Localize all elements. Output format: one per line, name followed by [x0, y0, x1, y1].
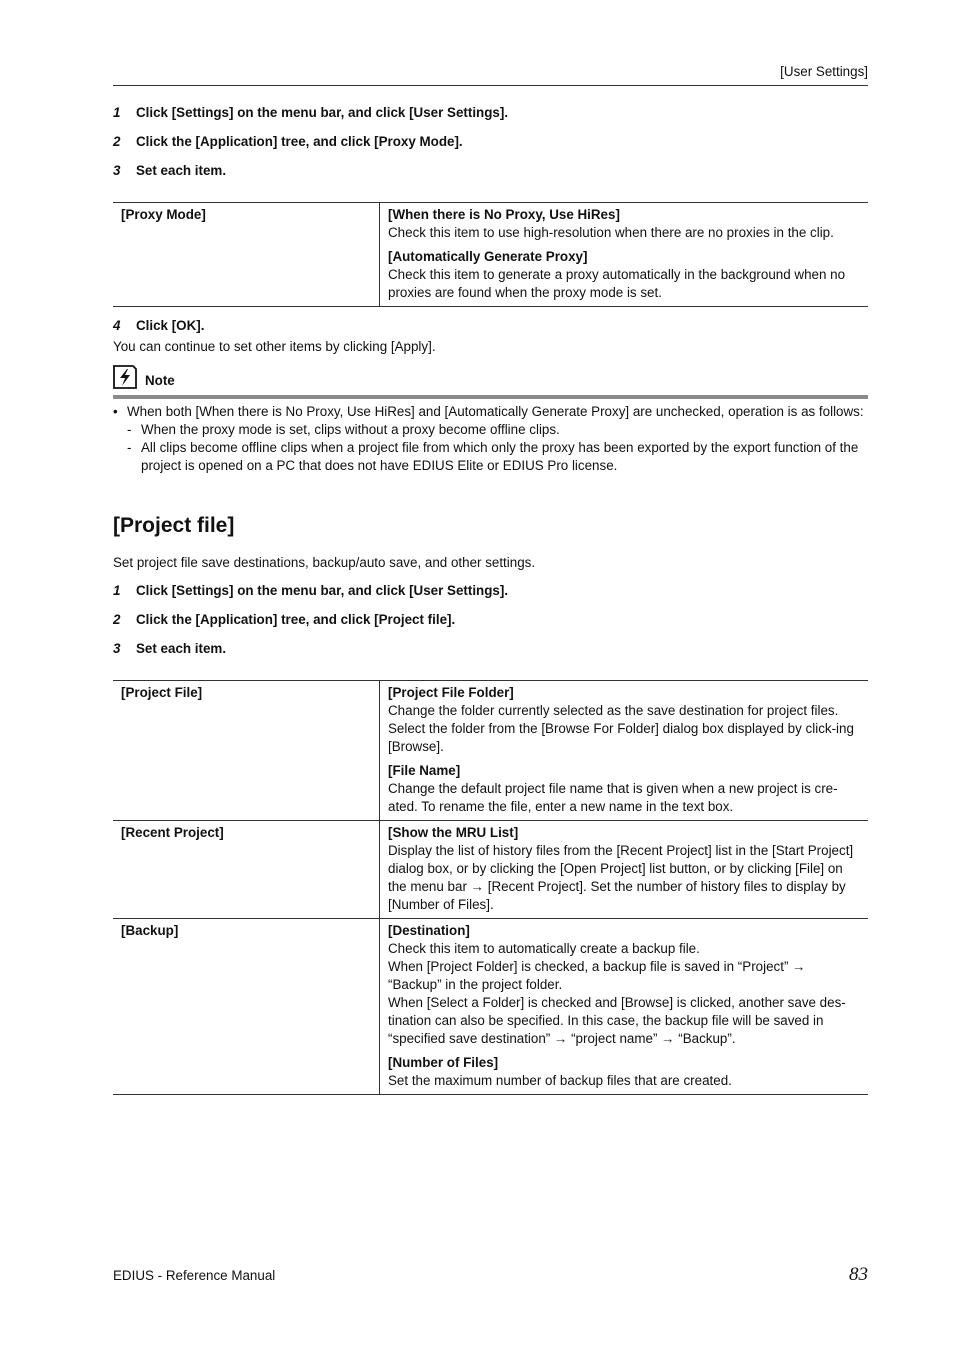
footer-manual-title: EDIUS - Reference Manual	[113, 1268, 276, 1283]
section-intro: Set project file save destinations, backup/auto save, and other settings.	[113, 555, 536, 570]
row-label: [Recent Project]	[113, 821, 380, 919]
item-description: Display the list of history files from the [Recent Project] list in the [Start Project] dialog box, or by clicking the [Open Project] list button, or by clicking [File] on the menu bar → [Recent Project]. Set the number of history files to display by [Number of Files].	[388, 843, 854, 912]
proxy-step-1	[113, 104, 508, 122]
row-content	[380, 919, 869, 1095]
row-content	[380, 821, 869, 919]
note-rule	[113, 395, 868, 399]
item-description: Check this item to generate a proxy automatically in the background when no proxies are found when the proxy mode is set.	[388, 267, 846, 300]
project-file-table	[113, 680, 868, 1095]
proxy-step-4	[113, 317, 204, 335]
note-bullet	[113, 403, 868, 421]
step-number: 2	[113, 612, 121, 627]
note-dash-item	[113, 421, 868, 439]
proxy-mode-table	[113, 202, 868, 307]
item-description: Set the maximum number of backup files that are created.	[388, 1073, 732, 1088]
item-description: Change the default project file name that is given when a new project is cre-ated. To rename the file, enter a new name in the text box.	[388, 781, 838, 814]
proxy-step-3	[113, 162, 226, 180]
step-text: Click [Settings] on the menu bar, and click [User Settings].	[136, 583, 509, 598]
step-number: 1	[113, 105, 121, 120]
note-label: Note	[145, 373, 175, 388]
item-title: [Show the MRU List]	[388, 825, 519, 840]
step-text: Set each item.	[136, 163, 227, 178]
item-title: [File Name]	[388, 763, 461, 778]
step-text: Click [Settings] on the menu bar, and click [User Settings].	[136, 105, 509, 120]
note-body	[113, 403, 868, 475]
step-number: 3	[113, 163, 121, 178]
item-description: Check this item to use high-resolution when there are no proxies in the clip.	[388, 225, 834, 240]
page-number: 83	[849, 1264, 868, 1285]
section-heading: [Project file]	[113, 514, 235, 537]
item-title: [Project File Folder]	[388, 685, 514, 700]
step-text: Set each item.	[136, 641, 227, 656]
step-number: 1	[113, 583, 121, 598]
note-header	[113, 365, 868, 399]
row-label: [Backup]	[113, 919, 380, 1095]
step-text: Click the [Application] tree, and click [Proxy Mode].	[136, 134, 463, 149]
row-content	[380, 681, 869, 821]
item-title: [Number of Files]	[388, 1055, 499, 1070]
project-step-2	[113, 611, 455, 629]
dash-text: When the proxy mode is set, clips without a proxy become offline clips.	[141, 422, 560, 437]
apply-paragraph: You can continue to set other items by clicking [Apply].	[113, 339, 436, 354]
item-description: Change the folder currently selected as the save destination for project files. Select the folder from the [Browse For Folder] dialog box displayed by click-ing [Browse].	[388, 703, 854, 754]
row-content	[380, 203, 869, 307]
item-description: Check this item to automatically create a backup file. When [Project Folder] is checked, a backup file is saved in “Project” → “Backup” in the project folder. When [Select a Folder] is checked and [Browse] is clicked, another save des-tination can also be specified. In this case, the backup file will be saved in “specified save destination” → “project name” → “Backup”.	[388, 941, 846, 1046]
note-icon	[113, 365, 137, 389]
row-label: [Proxy Mode]	[113, 203, 380, 307]
project-step-1	[113, 582, 508, 600]
step-number: 3	[113, 641, 121, 656]
dash-mark: -	[127, 422, 132, 437]
dash-mark: -	[127, 440, 132, 455]
row-label: [Project File]	[113, 681, 380, 821]
dash-text: All clips become offline clips when a project file from which only the proxy has been exported by the export function of the project is opened on a PC that does not have EDIUS Elite or EDIUS Pro license.	[141, 440, 859, 473]
proxy-step-2	[113, 133, 463, 151]
step-text: Click [OK].	[136, 318, 205, 333]
item-title: [Automatically Generate Proxy]	[388, 249, 588, 264]
item-title: [Destination]	[388, 923, 470, 938]
table-row	[113, 681, 868, 821]
bullet-mark: •	[113, 404, 118, 419]
note-dash-item	[113, 439, 868, 475]
item-title: [When there is No Proxy, Use HiRes]	[388, 207, 620, 222]
step-text: Click the [Application] tree, and click [Project file].	[136, 612, 456, 627]
project-step-3	[113, 640, 226, 658]
running-head: [User Settings]	[780, 64, 868, 79]
table-row	[113, 203, 868, 307]
step-number: 4	[113, 318, 121, 333]
table-row	[113, 919, 868, 1095]
table-row	[113, 821, 868, 919]
bullet-text: When both [When there is No Proxy, Use HiRes] and [Automatically Generate Proxy] are unchecked, operation is as follows:	[127, 404, 864, 419]
header-rule	[113, 85, 868, 86]
step-number: 2	[113, 134, 121, 149]
